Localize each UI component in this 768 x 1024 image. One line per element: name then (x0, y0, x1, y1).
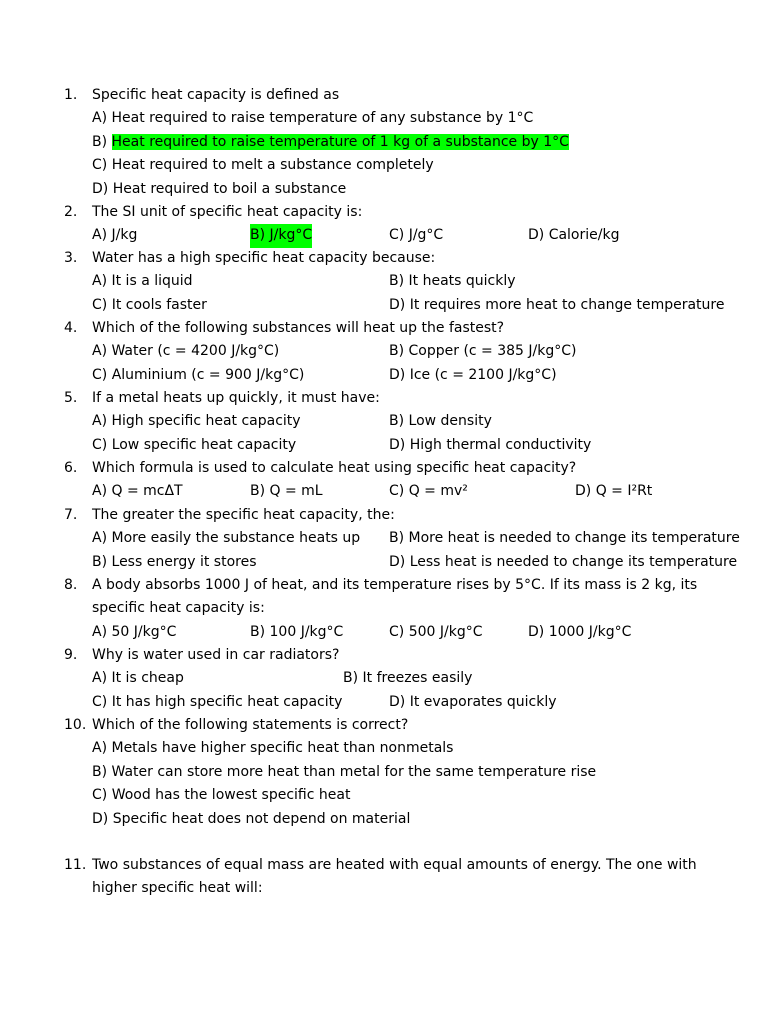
question-number: 11. (64, 857, 87, 873)
option-a: A) It is a liquid (92, 273, 193, 290)
option-b: B) Low density (389, 413, 492, 430)
option-b: B) It heats quickly (389, 273, 516, 290)
option-b: B) Q = mL (250, 483, 323, 500)
option-a: A) It is cheap (92, 670, 184, 687)
question-number: 7. (64, 507, 78, 523)
option-c: C) Low specific heat capacity (92, 436, 297, 453)
question-text: Specific heat capacity is defined as (92, 87, 340, 103)
option-c: C) Aluminium (c = 900 J/kg°C) (92, 366, 305, 383)
option-b: B) More heat is needed to change its temperature (389, 530, 740, 547)
option-a: A) J/kg (92, 227, 138, 244)
question-9 (64, 644, 754, 714)
question-number: 3. (64, 250, 78, 266)
option-c: C) Wood has the lowest specific heat (92, 787, 351, 804)
option-a: A) Heat required to raise temperature of any substance by 1°C (92, 110, 534, 127)
option-c: C) It cools faster (92, 296, 207, 313)
question-1 (64, 84, 754, 201)
option-d: D) Ice (c = 2100 J/kg°C) (389, 366, 557, 383)
question-4 (64, 317, 754, 387)
question-text: A body absorbs 1000 J of heat, and its temperature rises by 5°C. If its mass is 2 kg, its (92, 577, 698, 593)
question-7 (64, 504, 754, 574)
option-a: A) Q = mcΔT (92, 483, 183, 500)
option-b-correct: B) Heat required to raise temperature of 1 kg of a substance by 1°C (92, 133, 569, 150)
option-a: A) High specific heat capacity (92, 413, 301, 430)
option-c: C) J/g°C (389, 227, 444, 244)
question-number: 9. (64, 647, 78, 663)
question-text: Water has a high specific heat capacity because: (92, 250, 436, 266)
option-c: C) Q = mv² (389, 483, 468, 500)
option-a: A) Water (c = 4200 J/kg°C) (92, 343, 280, 360)
option-c: C) Heat required to melt a substance completely (92, 157, 434, 174)
question-6 (64, 457, 754, 504)
option-b: B) 100 J/kg°C (250, 623, 344, 640)
question-5 (64, 387, 754, 457)
option-b: B) Water can store more heat than metal for the same temperature rise (92, 763, 597, 780)
question-text: Which of the following substances will heat up the fastest? (92, 320, 505, 336)
option-d: D) High thermal conductivity (389, 436, 592, 453)
question-number: 5. (64, 390, 78, 406)
question-text: The SI unit of specific heat capacity is: (92, 204, 363, 220)
question-11 (64, 854, 754, 901)
question-text: Which formula is used to calculate heat using specific heat capacity? (92, 460, 577, 476)
option-d: D) Specific heat does not depend on material (92, 810, 411, 827)
question-text: Which of the following statements is correct? (92, 717, 409, 733)
option-a: A) Metals have higher specific heat than nonmetals (92, 740, 454, 757)
option-b-correct: B) J/kg°C (250, 224, 312, 247)
question-10 (64, 714, 754, 831)
option-c: C) 500 J/kg°C (389, 623, 483, 640)
option-d: D) Less heat is needed to change its temperature (389, 553, 738, 570)
option-c: B) Less energy it stores (92, 553, 257, 570)
question-text: The greater the specific heat capacity, the: (92, 507, 395, 523)
question-number: 10. (64, 717, 87, 733)
option-d: D) Q = I²Rt (575, 483, 653, 500)
option-a: A) More easily the substance heats up (92, 530, 361, 547)
question-text: Why is water used in car radiators? (92, 647, 340, 663)
question-2 (64, 201, 754, 248)
question-text-continued: higher specific heat will: (92, 880, 263, 897)
option-b: B) It freezes easily (343, 670, 473, 687)
question-text: If a metal heats up quickly, it must have: (92, 390, 380, 406)
option-c: C) It has high specific heat capacity (92, 693, 343, 710)
question-number: 2. (64, 204, 78, 220)
question-text-continued: specific heat capacity is: (92, 600, 265, 617)
option-d: D) It requires more heat to change temperature (389, 296, 725, 313)
question-number: 4. (64, 320, 78, 336)
question-text: Two substances of equal mass are heated with equal amounts of energy. The one with (92, 857, 697, 873)
question-8 (64, 574, 754, 644)
option-d: D) Calorie/kg (528, 227, 620, 244)
question-3 (64, 247, 754, 317)
option-d: D) It evaporates quickly (389, 693, 557, 710)
option-a: A) 50 J/kg°C (92, 623, 177, 640)
option-d: D) 1000 J/kg°C (528, 623, 632, 640)
question-number: 1. (64, 87, 78, 103)
option-d: D) Heat required to boil a substance (92, 180, 347, 197)
answer-highlight: Heat required to raise temperature of 1 kg of a substance by 1°C (111, 133, 569, 150)
option-b: B) Copper (c = 385 J/kg°C) (389, 343, 577, 360)
question-number: 6. (64, 460, 78, 476)
question-number: 8. (64, 577, 78, 593)
